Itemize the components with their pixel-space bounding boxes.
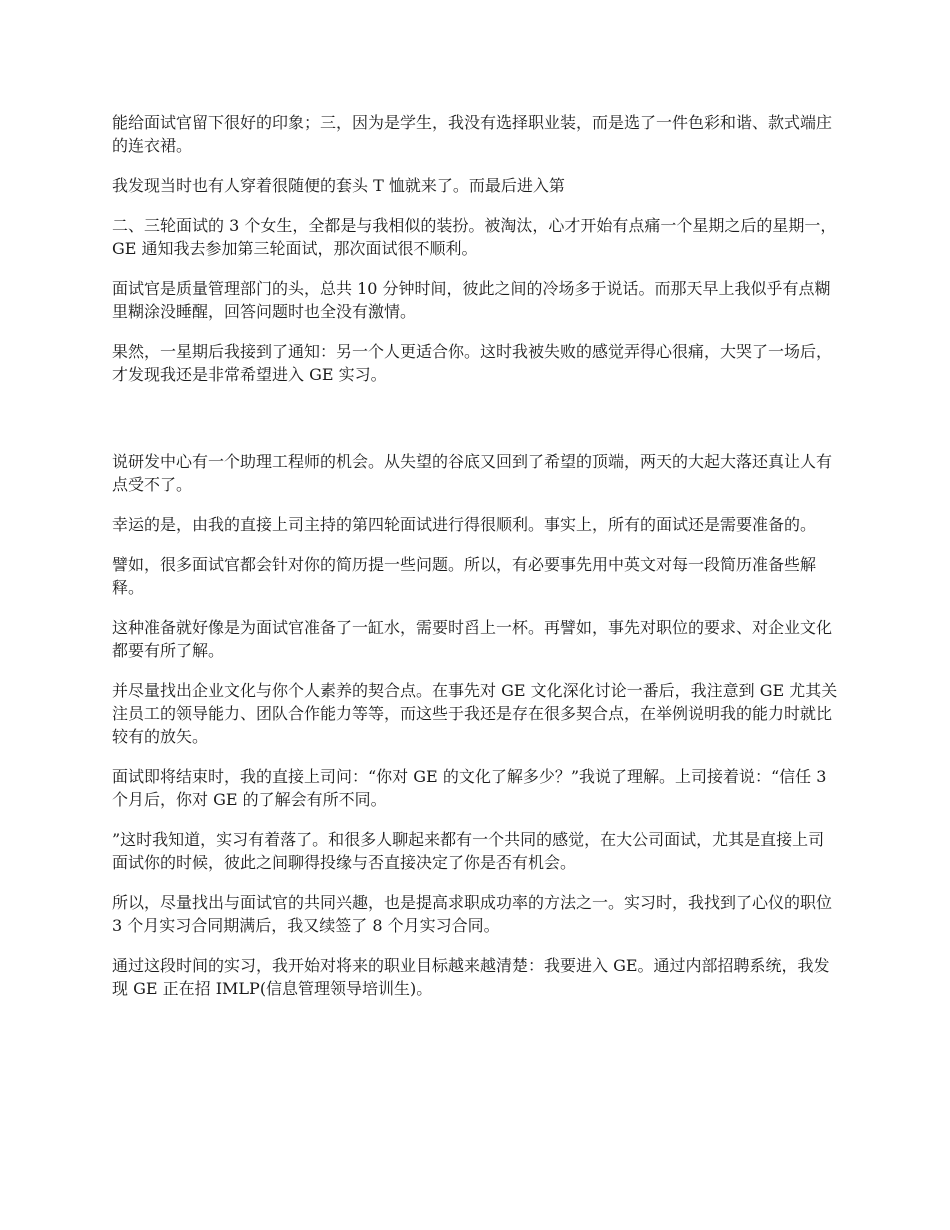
paragraph: 幸运的是，由我的直接上司主持的第四轮面试进行得很顺利。事实上，所有的面试还是需要准备的。 — [112, 515, 817, 534]
paragraph: 通过这段时间的实习，我开始对将来的职业目标越来越清楚：我要进入 GE。通过内部招聘系统，我发现 GE 正在招 IMLP(信息管理领导培训生)。 — [112, 956, 830, 998]
paragraph: 能给面试官留下很好的印象；三，因为是学生，我没有选择职业装，而是选了一件色彩和谐、款式端庄的连衣裙。 — [112, 113, 833, 155]
paragraph: ”这时我知道，实习有着落了。和很多人聊起来都有一个共同的感觉，在大公司面试，尤其是直接上司面试你的时候，彼此之间聊得投缘与否直接决定了你是否有机会。 — [112, 830, 825, 872]
paragraph: 所以，尽量找出与面试官的共同兴趣，也是提高求职成功率的方法之一。实习时，我找到了心仪的职位 3 个月实习合同期满后，我又续签了 8 个月实习合同。 — [112, 893, 833, 935]
text-section-top — [112, 111, 840, 403]
paragraph: 说研发中心有一个助理工程师的机会。从失望的谷底又回到了希望的顶端，两天的大起大落还真让人有点受不了。 — [112, 452, 833, 494]
paragraph: 面试即将结束时，我的直接上司问：“你对 GE 的文化了解多少？”我说了理解。上司接着说：“信任 3 个月后，你对 GE 的了解会有所不同。 — [112, 767, 827, 809]
paragraph: 并尽量找出企业文化与你个人素养的契合点。在事先对 GE 文化深化讨论一番后，我注意到 GE 尤其关注员工的领导能力、团队合作能力等等，而这些于我还是存在很多契合点，在举例说明我的能力时就比较有的放矢。 — [112, 681, 838, 746]
paragraph: 我发现当时也有人穿着很随便的套头 T 恤就来了。而最后进入第 — [112, 176, 565, 195]
paragraph: 二、三轮面试的 3 个女生，全都是与我相似的装扮。被淘汰，心才开始有点痛一个星期之后的星期一，GE 通知我去参加第三轮面试，那次面试很不顺利。 — [112, 216, 837, 258]
paragraph: 譬如，很多面试官都会针对你的简历提一些问题。所以，有必要事先用中英文对每一段简历准备些解释。 — [112, 555, 817, 597]
paragraph: 这种准备就好像是为面试官准备了一缸水，需要时舀上一杯。再譬如，事先对职位的要求、对企业文化都要有所了解。 — [112, 618, 833, 660]
paragraph: 果然，一星期后我接到了通知：另一个人更适合你。这时我被失败的感觉弄得心很痛，大哭了一场后，才发现我还是非常希望进入 GE 实习。 — [112, 342, 833, 384]
text-section-bottom — [112, 450, 840, 1017]
paragraph: 面试官是质量管理部门的头，总共 10 分钟时间，彼此之间的冷场多于说话。而那天早上我似乎有点糊里糊涂没睡醒，回答问题时也全没有激情。 — [112, 279, 831, 321]
